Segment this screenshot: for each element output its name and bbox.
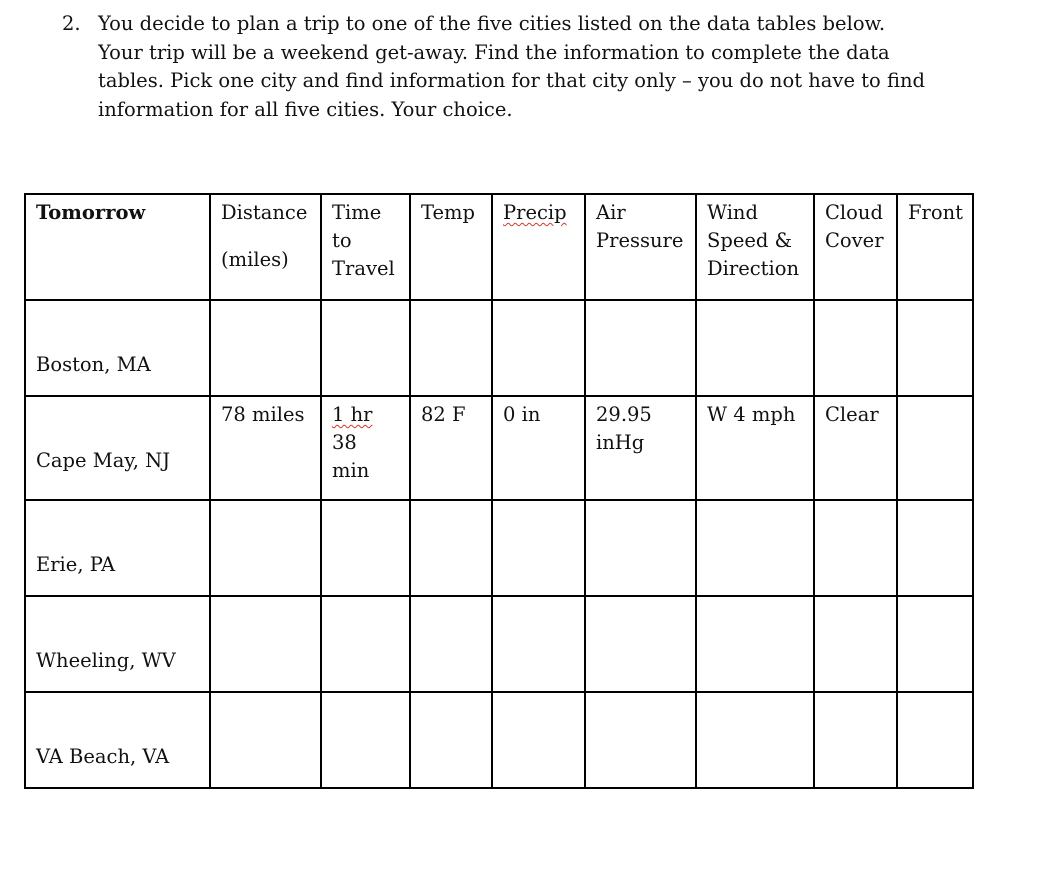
header-precip (492, 194, 585, 300)
front-cell (897, 692, 973, 788)
header-wind-line: Direction (707, 257, 800, 280)
table-row (25, 396, 973, 500)
precip-cell (492, 596, 585, 692)
precip-cell (492, 692, 585, 788)
distance-value: 78 miles (221, 403, 305, 426)
header-precip-line: Precip (503, 201, 567, 224)
header-row (25, 194, 973, 300)
city-cell (25, 300, 210, 396)
time-cell (321, 596, 410, 692)
temp-cell (410, 692, 492, 788)
header-temp-line: Temp (421, 201, 476, 224)
precip-cell (492, 300, 585, 396)
header-time-line: to (332, 229, 352, 252)
precip-cell (492, 396, 585, 500)
instructions-line: information for all five cities. Your choice. (98, 97, 513, 121)
header-distance-line: Distance (221, 201, 308, 224)
cloud-cover-value: Clear (825, 403, 879, 426)
air-pressure-cell (585, 692, 696, 788)
time-value-line: 1 hr (332, 403, 373, 426)
temp-cell (410, 500, 492, 596)
header-cloud-line: Cover (825, 229, 884, 252)
city-name: Cape May, NJ (36, 449, 171, 472)
cloud-cover-cell (814, 692, 897, 788)
table-row (25, 500, 973, 596)
front-cell (897, 300, 973, 396)
city-name: Boston, MA (36, 353, 151, 376)
instructions-line: tables. Pick one city and find information for that city only – you do not have to find (98, 69, 926, 92)
header-air-line: Air (596, 201, 626, 224)
precip-value: 0 in (503, 403, 541, 426)
header-front-line: Front (908, 201, 963, 224)
header-wind (696, 194, 814, 300)
cloud-cover-cell (814, 500, 897, 596)
time-cell (321, 692, 410, 788)
wind-value: W 4 mph (707, 403, 796, 426)
air-pressure-value-line: inHg (596, 431, 645, 454)
temp-cell (410, 396, 492, 500)
header-temp (410, 194, 492, 300)
precip-cell (492, 500, 585, 596)
city-name: Wheeling, WV (36, 649, 176, 672)
air-pressure-cell (585, 300, 696, 396)
time-value-line: min (332, 459, 370, 482)
header-distance-line: (miles) (221, 248, 289, 271)
distance-cell (210, 500, 321, 596)
wind-cell (696, 396, 814, 500)
distance-cell (210, 396, 321, 500)
table-row (25, 596, 973, 692)
cloud-cover-cell (814, 596, 897, 692)
header-cloud-line: Cloud (825, 201, 883, 224)
distance-cell (210, 692, 321, 788)
temp-cell (410, 300, 492, 396)
city-name: Erie, PA (36, 553, 116, 576)
cloud-cover-cell (814, 396, 897, 500)
header-cloud-cover (814, 194, 897, 300)
city-cell (25, 396, 210, 500)
table-row (25, 692, 973, 788)
cloud-cover-cell (814, 300, 897, 396)
header-time-line: Travel (332, 257, 395, 280)
air-pressure-value-line: 29.95 (596, 403, 652, 426)
time-cell (321, 300, 410, 396)
header-wind-line: Wind (707, 201, 758, 224)
header-front (897, 194, 973, 300)
distance-cell (210, 596, 321, 692)
wind-cell (696, 500, 814, 596)
header-time-line: Time (332, 201, 382, 224)
table-row (25, 300, 973, 396)
air-pressure-cell (585, 396, 696, 500)
front-cell (897, 396, 973, 500)
header-wind-line: Speed & (707, 229, 792, 252)
time-value-line: 38 (332, 431, 357, 454)
air-pressure-cell (585, 596, 696, 692)
header-air-line: Pressure (596, 229, 684, 252)
city-cell (25, 692, 210, 788)
air-pressure-cell (585, 500, 696, 596)
question-number: 2. (62, 12, 81, 35)
wind-cell (696, 300, 814, 396)
city-name: VA Beach, VA (36, 745, 170, 768)
corner-label: Tomorrow (25, 194, 210, 300)
temp-value: 82 F (421, 403, 466, 426)
instructions-line: You decide to plan a trip to one of the five cities listed on the data tables below. (98, 12, 886, 35)
weather-data-table (24, 193, 974, 789)
distance-cell (210, 300, 321, 396)
front-cell (897, 596, 973, 692)
header-distance (210, 194, 321, 300)
header-air-pressure (585, 194, 696, 300)
instructions (62, 10, 992, 124)
city-cell (25, 596, 210, 692)
temp-cell (410, 596, 492, 692)
wind-cell (696, 596, 814, 692)
time-cell (321, 500, 410, 596)
time-cell (321, 396, 410, 500)
header-time (321, 194, 410, 300)
instructions-line: Your trip will be a weekend get-away. Find the information to complete the data (98, 40, 890, 64)
instructions-paragraph (98, 10, 992, 124)
wind-cell (696, 692, 814, 788)
city-cell (25, 500, 210, 596)
front-cell (897, 500, 973, 596)
